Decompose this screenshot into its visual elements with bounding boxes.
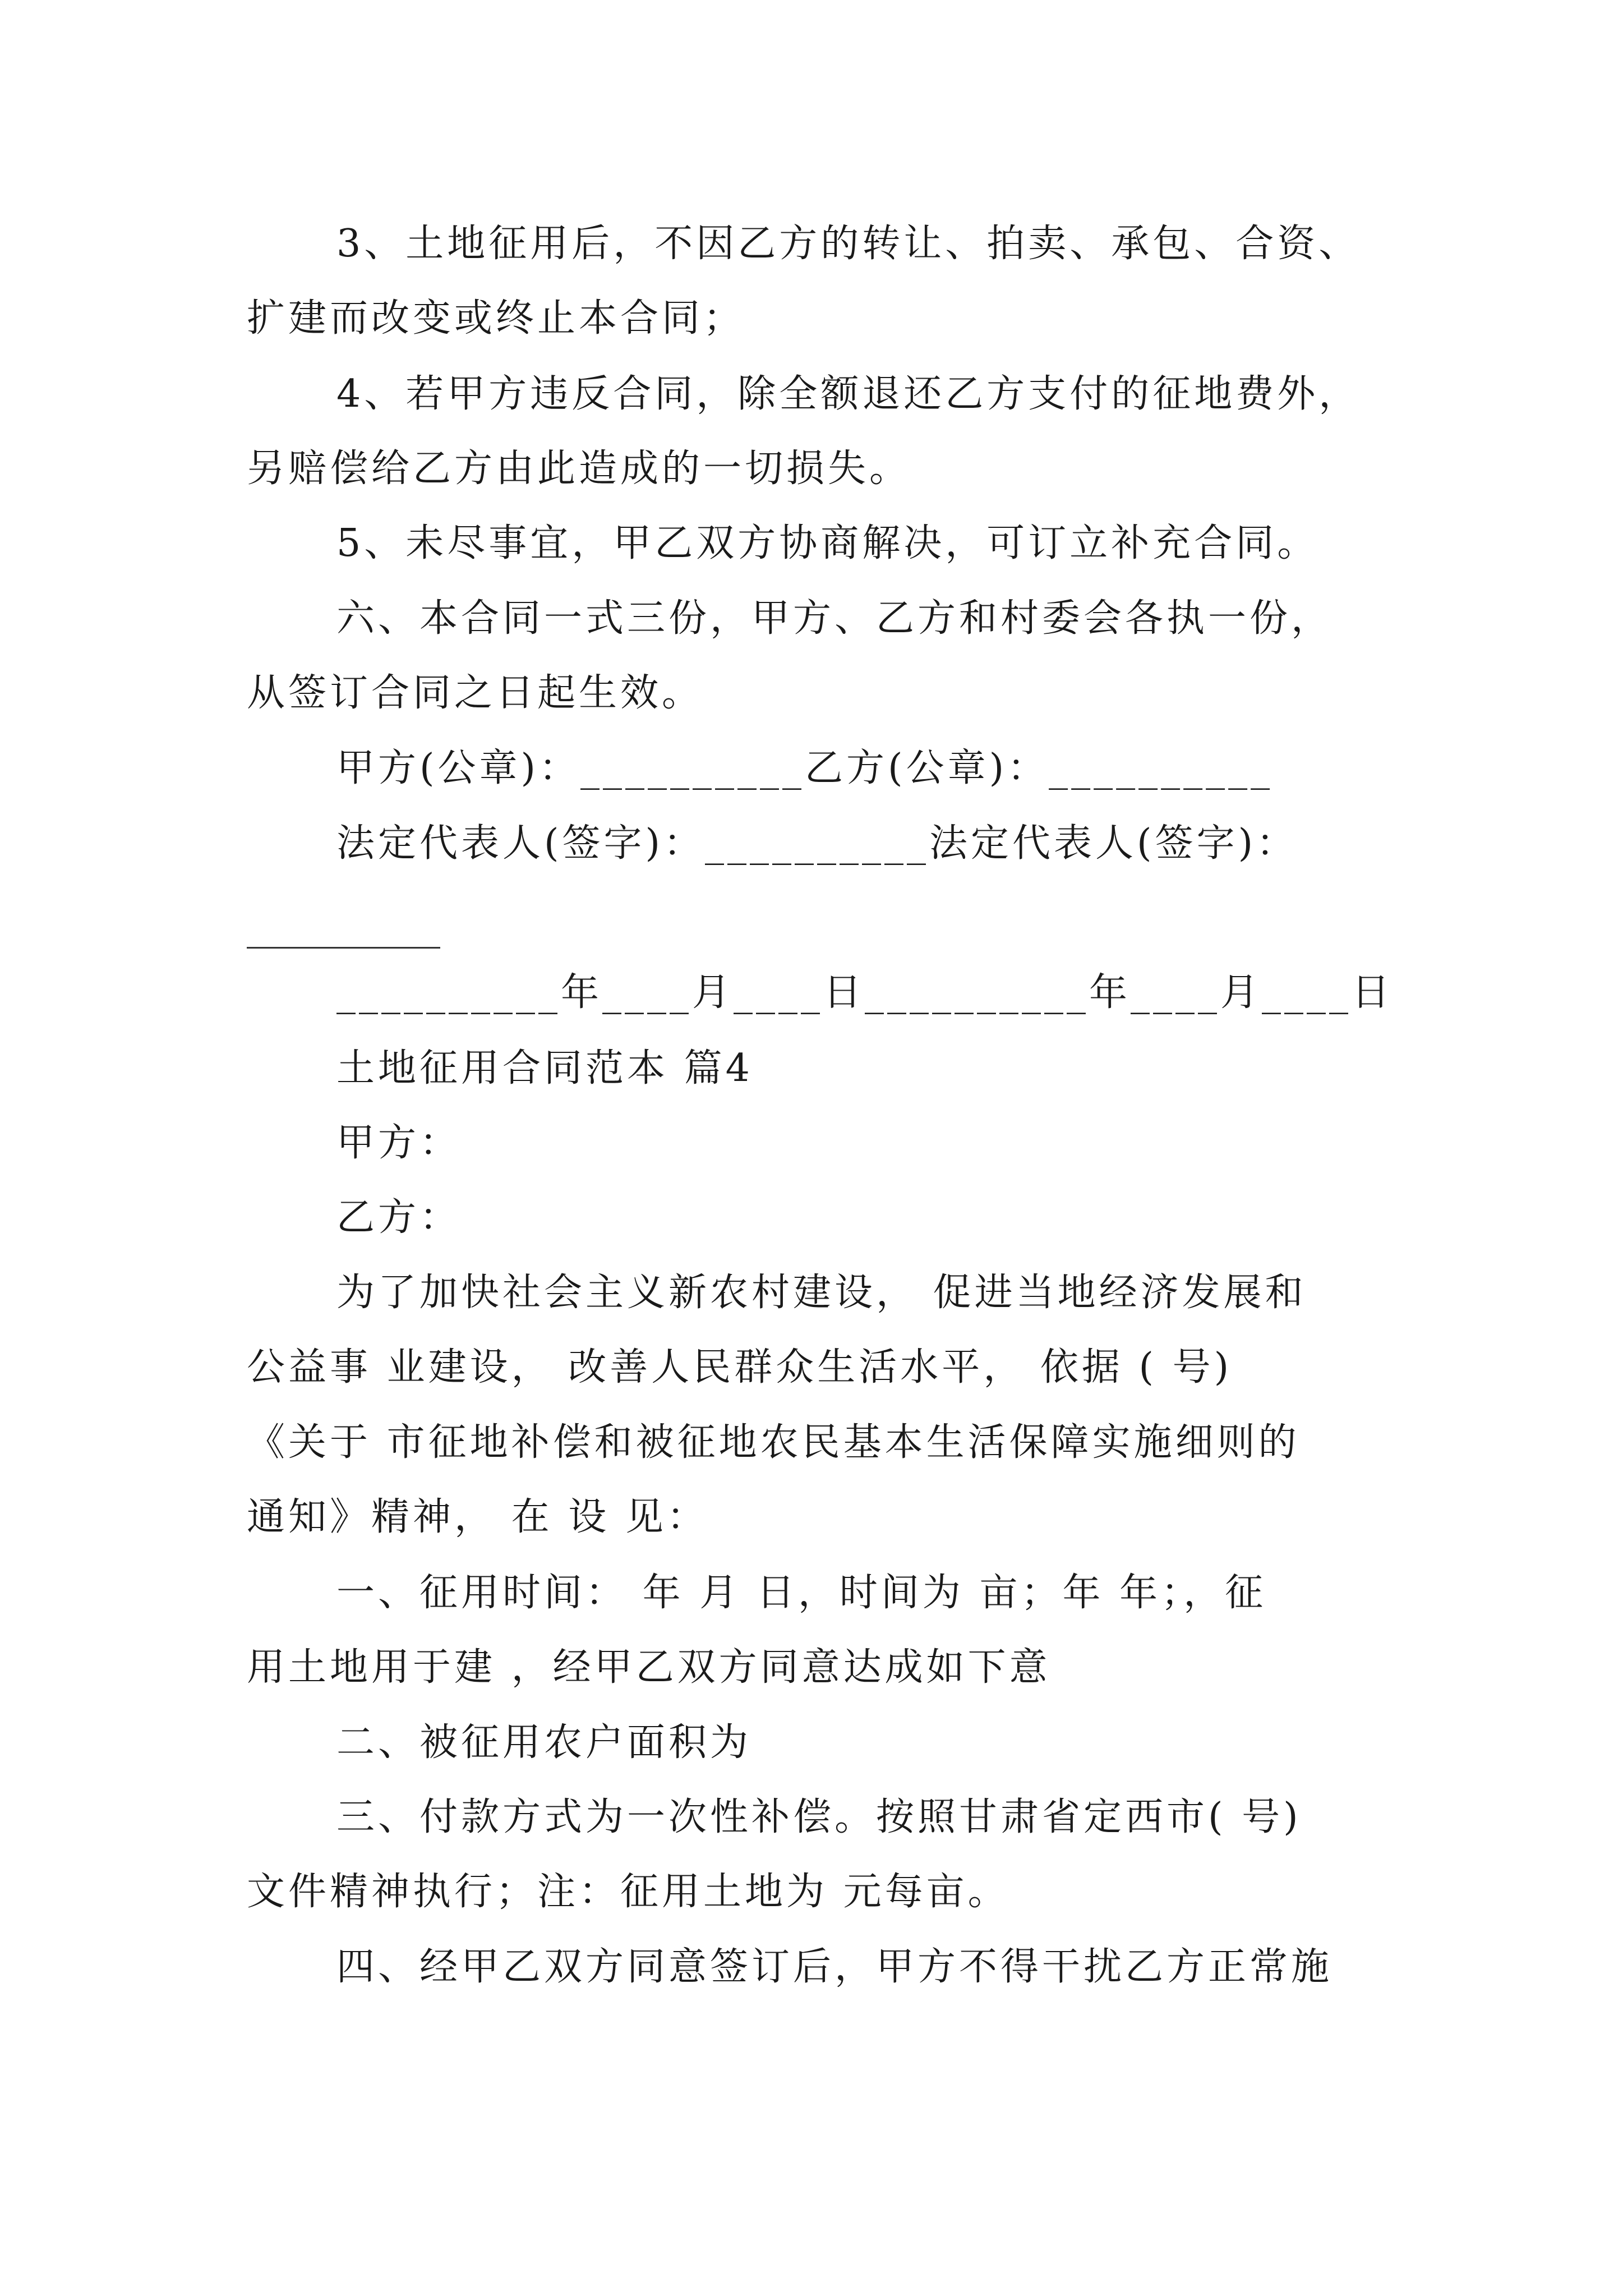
article-6-line-2: 从签订合同之日起生效。 — [247, 671, 704, 715]
article-3-line-1: 三、付款方式为一次性补偿。按照甘肃省定西市( 号) — [336, 1795, 1302, 1839]
article-2: 二、被征用农户面积为 — [336, 1720, 752, 1765]
article-1-line-2: 用土地用于建 ，经甲乙双方同意达成如下意 — [247, 1645, 1051, 1690]
preamble-line-3: 《关于 市征地补偿和被征地农民基本生活保障实施细则的 — [247, 1420, 1300, 1465]
article-1-line-1: 一、征用时间： 年 月 日，时间为 亩；年 年；，征 — [336, 1571, 1267, 1615]
section-title: 土地征用合同范本 篇4 — [336, 1046, 753, 1091]
preamble-line-1: 为了加快社会主义新农村建设， 促进当地经济发展和 — [336, 1271, 1307, 1315]
article-4-line-1: 四、经甲乙双方同意签订后，甲方不得干扰乙方正常施 — [336, 1945, 1333, 1989]
party-b-label: 乙方： — [336, 1195, 462, 1240]
clause-3-line-2: 扩建而改变或终止本合同； — [247, 296, 745, 341]
article-3-line-2: 文件精神执行；注：征用土地为 元每亩。 — [247, 1870, 1009, 1914]
clause-4-line-1: 4、若甲方违反合同，除全额退还乙方支付的征地费外， — [336, 372, 1361, 416]
party-a-label: 甲方： — [336, 1121, 462, 1165]
preamble-line-2: 公益事 业建设， 改善人民群众生活水平， 依据 ( 号) — [247, 1345, 1233, 1389]
clause-3-line-1: 3、土地征用后，不因乙方的转让、拍卖、承包、合资、 — [336, 222, 1361, 266]
representative-signature-line: 法定代表人(签字)：__________法定代表人(签字)： — [336, 821, 1298, 866]
date-line: __________年____月____日__________年____月____日 — [336, 970, 1394, 1015]
signature-blank-rule — [247, 947, 440, 949]
article-6-line-1: 六、本合同一式三份，甲方、乙方和村委会各执一份， — [336, 596, 1333, 641]
clause-5: 5、未尽事宜，甲乙双方协商解决，可订立补充合同。 — [336, 521, 1319, 565]
preamble-line-4: 通知》精神， 在 设 见： — [247, 1495, 708, 1539]
seal-line: 甲方(公章)：__________乙方(公章)：__________ — [336, 746, 1274, 790]
clause-4-line-2: 另赔偿给乙方由此造成的一切损失。 — [247, 447, 911, 491]
